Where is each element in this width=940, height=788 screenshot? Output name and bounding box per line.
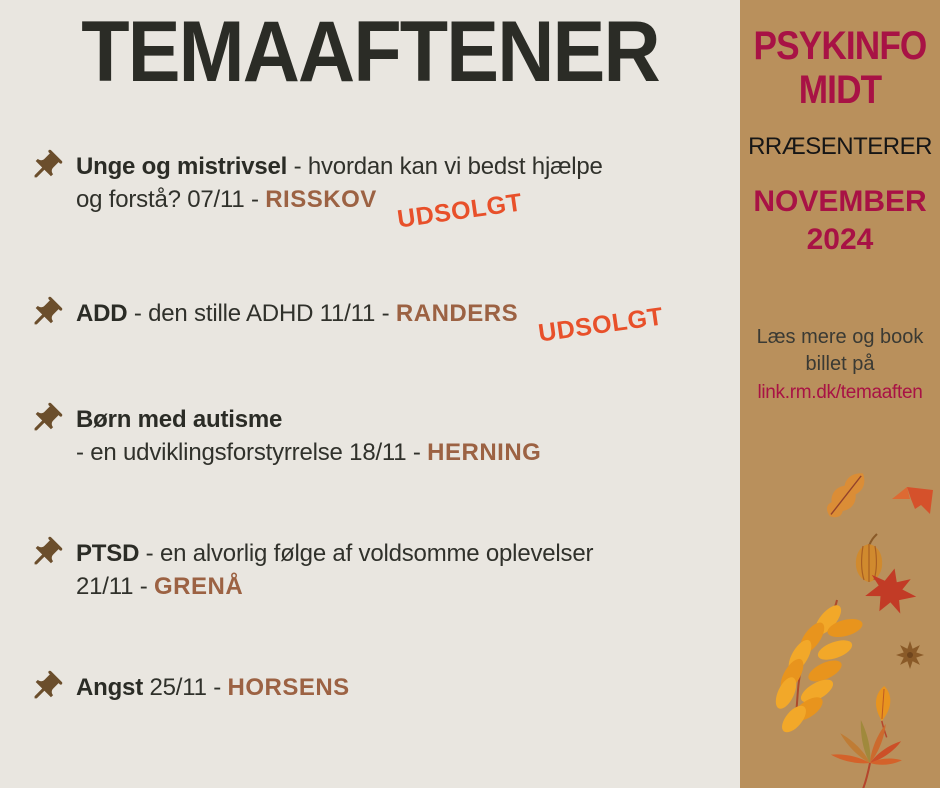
event-description: - hvordan kan vi bedst hjælpe [287,153,603,180]
star-anise-icon [896,641,924,669]
event-location: HERNING [427,439,542,466]
red-leaf-fragment-icon [892,487,933,514]
palmate-autumn-leaf-icon [830,719,903,788]
autumn-leaves-decoration [740,458,940,788]
booking-text-line2: billet på [805,353,875,375]
event-description-line2: - en udviklingsforstyrrelse 18/11 - [76,439,428,466]
event-item-5 [27,671,350,706]
oak-leaf-icon [821,466,872,523]
event-title: ADD [76,300,128,327]
event-text [76,671,350,704]
event-location: RANDERS [395,300,519,327]
event-title: Unge og mistrivsel [76,153,288,180]
physalis-icon [856,534,882,582]
event-title: Børn med autisme [76,406,283,433]
soldout-badge: UDSOLGT [536,302,666,348]
booking-info [740,324,940,407]
rowan-leaf-icon [772,600,865,736]
event-title: Angst [76,674,143,701]
event-description-line2: og forstå? 07/11 - [76,186,266,213]
pushpin-icon [27,295,64,332]
pushpin-icon [27,669,64,706]
event-title: PTSD [76,540,140,567]
booking-link-url: link.rm.dk/temaaften [757,382,923,403]
poster-title: TEMAAFTENER [81,4,659,100]
event-description: - den stille ADHD 11/11 - [127,300,396,327]
pushpin-icon [27,148,64,185]
event-description-line2: 21/11 - [76,573,155,600]
event-description: 25/11 - [143,674,228,701]
month-year-label [740,183,940,259]
event-text [76,150,603,234]
sidebar [740,0,940,788]
event-location: HORSENS [227,674,350,701]
event-item-3 [27,403,541,469]
event-item-2 [27,297,666,348]
event-location: GRENÅ [154,573,244,600]
brand-line1: PSYKINFO [753,24,927,68]
year-label: 2024 [806,223,874,256]
event-item-4 [27,537,593,603]
pushpin-icon [27,535,64,572]
event-text [76,297,666,348]
presents-label: RRÆSENTERER [748,133,932,160]
event-text [76,537,593,603]
month-label: NOVEMBER [753,185,927,218]
event-location: RISSKOV [265,186,377,213]
event-description: - en alvorlig følge af voldsomme oplevelser [139,540,594,567]
booking-text-line1: Læs mere og book [756,326,924,348]
brand-title [752,24,928,112]
soldout-badge: UDSOLGT [395,188,524,234]
event-text [76,403,541,469]
event-item-1 [27,150,603,234]
brand-line2: MIDT [798,68,882,112]
pushpin-icon [27,401,64,438]
